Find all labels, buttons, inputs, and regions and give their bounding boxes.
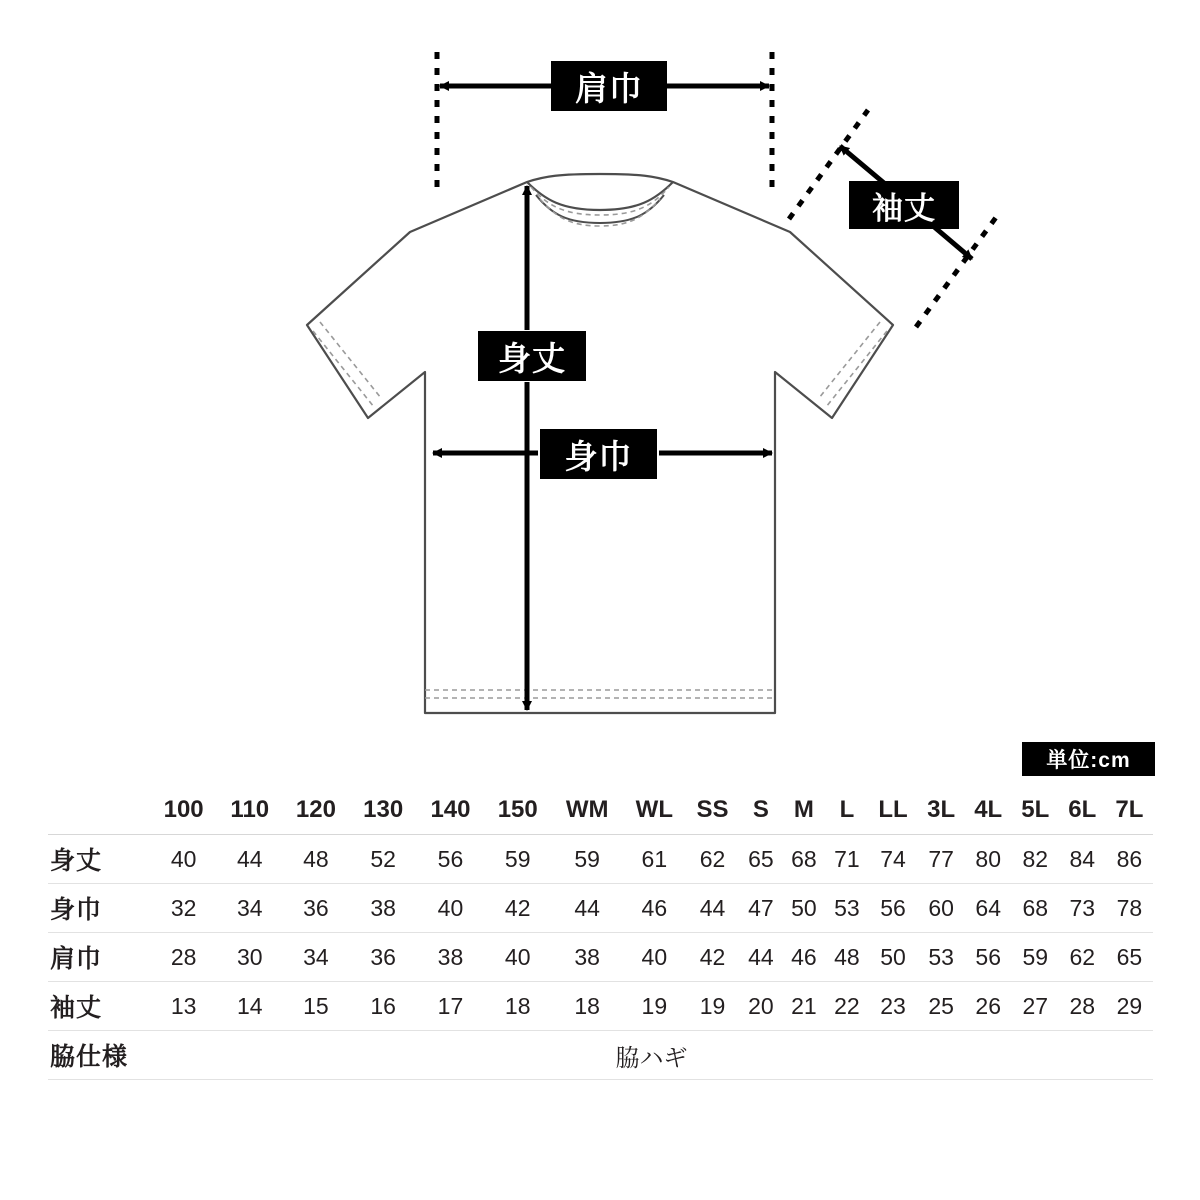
table-cell: 40 — [150, 835, 217, 884]
column-header: WM — [551, 786, 623, 835]
table-cell: 48 — [825, 933, 868, 982]
side-spec-value: 脇ハギ — [150, 1031, 1153, 1080]
table-cell: 60 — [918, 884, 965, 933]
row-label: 身丈 — [48, 835, 150, 884]
table-cell: 50 — [782, 884, 825, 933]
table-cell: 23 — [868, 982, 917, 1031]
table-cell: 26 — [965, 982, 1012, 1031]
column-header: LL — [868, 786, 917, 835]
table-row — [48, 933, 1153, 982]
column-header: SS — [686, 786, 740, 835]
table-cell: 28 — [150, 933, 217, 982]
corner-cell — [48, 786, 150, 835]
table-cell: 25 — [918, 982, 965, 1031]
table-cell: 36 — [350, 933, 417, 982]
table-cell: 42 — [484, 884, 551, 933]
table-cell: 53 — [825, 884, 868, 933]
table-cell: 42 — [686, 933, 740, 982]
table-cell: 29 — [1106, 982, 1153, 1031]
column-header: 100 — [150, 786, 217, 835]
label-shoulder-width: 肩巾 — [551, 61, 667, 111]
label-sleeve-length: 袖丈 — [849, 181, 959, 229]
column-header: 110 — [217, 786, 282, 835]
table-cell: 19 — [623, 982, 686, 1031]
table-cell: 38 — [417, 933, 484, 982]
table-cell: 86 — [1106, 835, 1153, 884]
table-cell: 44 — [551, 884, 623, 933]
table-cell: 68 — [1012, 884, 1059, 933]
table-cell: 34 — [217, 884, 282, 933]
column-header: L — [825, 786, 868, 835]
table-cell: 61 — [623, 835, 686, 884]
table-cell: 34 — [282, 933, 349, 982]
table-cell: 65 — [739, 835, 782, 884]
column-header: 150 — [484, 786, 551, 835]
table-cell: 40 — [484, 933, 551, 982]
table-cell: 18 — [551, 982, 623, 1031]
column-header: WL — [623, 786, 686, 835]
label-unit: 単位:cm — [1022, 742, 1155, 776]
table-cell: 65 — [1106, 933, 1153, 982]
table-cell: 78 — [1106, 884, 1153, 933]
table-cell: 62 — [1059, 933, 1106, 982]
row-label: 身巾 — [48, 884, 150, 933]
table-cell: 56 — [965, 933, 1012, 982]
table-cell: 64 — [965, 884, 1012, 933]
table-cell: 73 — [1059, 884, 1106, 933]
column-header: 7L — [1106, 786, 1153, 835]
table-row — [48, 982, 1153, 1031]
size-table-head — [48, 786, 1153, 835]
table-cell: 13 — [150, 982, 217, 1031]
column-header: 4L — [965, 786, 1012, 835]
table-cell: 14 — [217, 982, 282, 1031]
table-cell: 56 — [868, 884, 917, 933]
table-cell: 32 — [150, 884, 217, 933]
table-cell: 46 — [782, 933, 825, 982]
table-cell: 30 — [217, 933, 282, 982]
table-cell: 27 — [1012, 982, 1059, 1031]
table-cell: 82 — [1012, 835, 1059, 884]
table-cell: 36 — [282, 884, 349, 933]
column-header: 5L — [1012, 786, 1059, 835]
column-header: 3L — [918, 786, 965, 835]
table-cell: 56 — [417, 835, 484, 884]
label-body-width: 身巾 — [540, 429, 657, 479]
table-cell: 16 — [350, 982, 417, 1031]
table-cell: 62 — [686, 835, 740, 884]
row-label-side-spec: 脇仕様 — [48, 1031, 150, 1080]
table-cell: 80 — [965, 835, 1012, 884]
table-cell: 19 — [686, 982, 740, 1031]
table-cell: 38 — [551, 933, 623, 982]
table-cell: 71 — [825, 835, 868, 884]
table-cell: 40 — [623, 933, 686, 982]
table-cell: 59 — [1012, 933, 1059, 982]
column-header: S — [739, 786, 782, 835]
table-cell: 47 — [739, 884, 782, 933]
table-cell: 46 — [623, 884, 686, 933]
table-row — [48, 835, 1153, 884]
table-cell: 44 — [217, 835, 282, 884]
table-cell: 20 — [739, 982, 782, 1031]
table-cell: 44 — [686, 884, 740, 933]
table-cell: 38 — [350, 884, 417, 933]
label-body-length: 身丈 — [478, 331, 586, 381]
column-header: 6L — [1059, 786, 1106, 835]
table-cell: 15 — [282, 982, 349, 1031]
row-label: 肩巾 — [48, 933, 150, 982]
column-header: 120 — [282, 786, 349, 835]
size-table — [48, 786, 1153, 1080]
table-header-row — [48, 786, 1153, 835]
table-cell: 17 — [417, 982, 484, 1031]
table-cell: 84 — [1059, 835, 1106, 884]
table-cell: 28 — [1059, 982, 1106, 1031]
table-cell: 44 — [739, 933, 782, 982]
column-header: 140 — [417, 786, 484, 835]
table-cell: 21 — [782, 982, 825, 1031]
table-cell: 59 — [551, 835, 623, 884]
table-cell: 22 — [825, 982, 868, 1031]
row-label: 袖丈 — [48, 982, 150, 1031]
table-cell: 52 — [350, 835, 417, 884]
table-cell: 77 — [918, 835, 965, 884]
table-cell: 18 — [484, 982, 551, 1031]
table-cell: 48 — [282, 835, 349, 884]
column-header: M — [782, 786, 825, 835]
column-header: 130 — [350, 786, 417, 835]
table-cell: 40 — [417, 884, 484, 933]
table-cell: 53 — [918, 933, 965, 982]
table-cell: 59 — [484, 835, 551, 884]
size-table-body — [48, 835, 1153, 1080]
table-cell: 74 — [868, 835, 917, 884]
table-cell: 50 — [868, 933, 917, 982]
table-cell: 68 — [782, 835, 825, 884]
table-footer-row — [48, 1031, 1153, 1080]
table-row — [48, 884, 1153, 933]
